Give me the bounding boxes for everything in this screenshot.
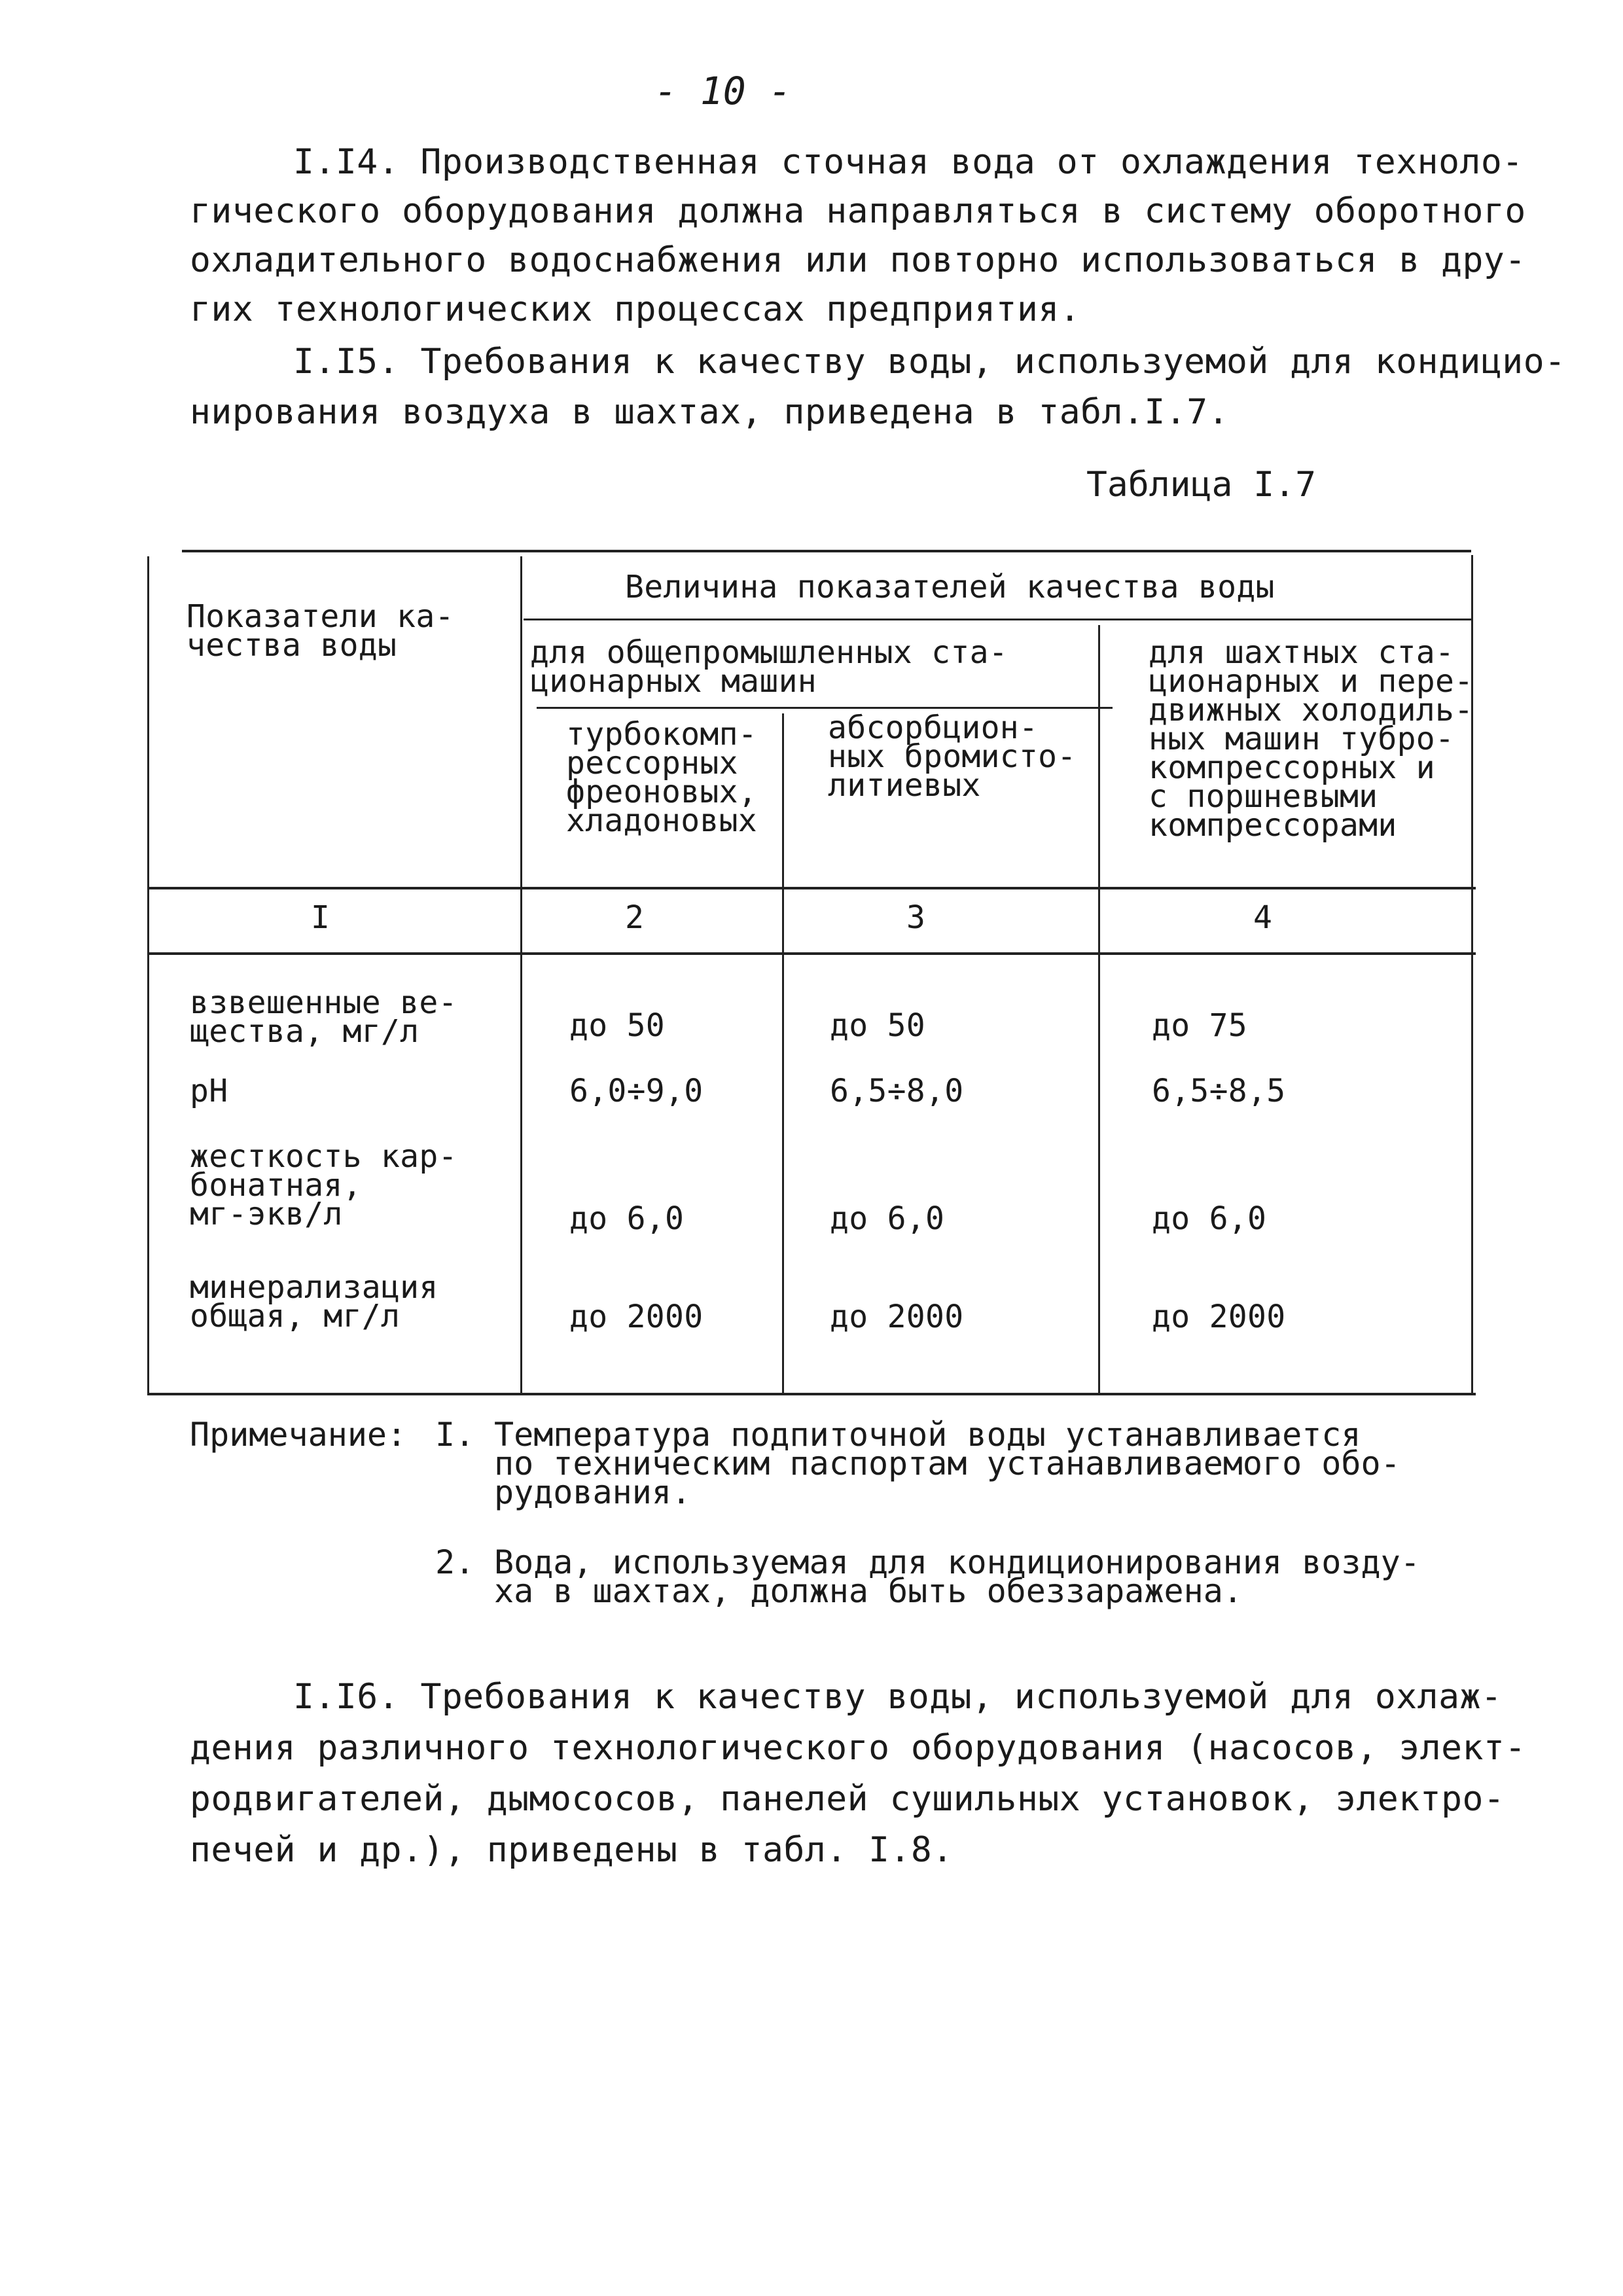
- header-absorb: абсорбцион- ных бромисто- литиевых: [828, 709, 1077, 804]
- row-value-col4: до 75: [1152, 1007, 1247, 1044]
- para-line: гического оборудования должна направляться в систему оборотного: [190, 191, 1526, 231]
- row-value-col3: до 2000: [830, 1299, 964, 1335]
- header-values-span: Величина показателей качества воды: [625, 569, 1275, 605]
- row-label: pH: [190, 1073, 228, 1109]
- row-value-col2: до 6,0: [569, 1200, 685, 1237]
- para-line: I.I5. Требования к качеству воды, используемой для кондицио-: [293, 342, 1566, 382]
- page-number: - 10 -: [654, 69, 792, 113]
- note-item-1-number: I.: [435, 1416, 475, 1454]
- para-line: нирования воздуха в шахтах, приведена в табл.I.7.: [190, 392, 1230, 432]
- row-value-col3: до 6,0: [830, 1200, 945, 1237]
- row-label: минерализация общая, мг/л: [190, 1269, 438, 1335]
- col-number-4: 4: [1253, 899, 1273, 936]
- numbers-bottom-rule: [147, 952, 1476, 955]
- col-number-1: I: [311, 899, 330, 936]
- span-header-rule: [524, 619, 1471, 620]
- row-value-col4: 6,5÷8,5: [1152, 1073, 1286, 1109]
- row-value-col3: до 50: [830, 1007, 925, 1044]
- note-item-2-number: 2.: [435, 1543, 475, 1581]
- col1-divider: [520, 556, 522, 1393]
- table-bottom-rule: [147, 1393, 1476, 1395]
- row-value-col3: 6,5÷8,0: [830, 1073, 964, 1109]
- row-label: жесткость кар- бонатная, мг-экв/л: [190, 1138, 457, 1232]
- table-caption: Таблица I.7: [1086, 465, 1316, 505]
- para-line: печей и др.), приведены в табл. I.8.: [190, 1830, 954, 1870]
- table-top-rule: [182, 550, 1471, 552]
- col-number-2: 2: [625, 899, 645, 936]
- header-mine-group: для шахтных ста- ционарных и пере- движных холодиль- ных машин тубро- компрессорных и с поршневыми компрессорами: [1149, 634, 1474, 844]
- row-label: взвешенные ве- щества, мг/л: [190, 984, 457, 1050]
- para-line: родвигателей, дымососов, панелей сушильных установок, электро-: [190, 1779, 1505, 1819]
- group-header-rule: [537, 707, 1113, 709]
- col3-divider: [1098, 625, 1100, 1394]
- note-label: Примечание:: [190, 1416, 407, 1454]
- row-value-col2: до 50: [569, 1007, 665, 1044]
- row-value-col4: до 2000: [1152, 1299, 1286, 1335]
- para-line: гих технологических процессах предприятия.: [190, 289, 1081, 329]
- header-indicators: Показатели ка- чества воды: [187, 598, 454, 664]
- header-bottom-rule: [147, 887, 1476, 889]
- para-line: охладительного водоснабжения или повторно использоваться в дру-: [190, 240, 1526, 280]
- para-line: дения различного технологического оборудования (насосов, элект-: [190, 1728, 1526, 1768]
- note-item-1-text: Температура подпиточной воды устанавливается по техническим паспортам устанавливаемого обо- рудования.: [494, 1416, 1400, 1511]
- left-border: [147, 556, 149, 1395]
- col2-divider: [782, 713, 784, 1394]
- para-line: I.I4. Производственная сточная вода от охлаждения техноло-: [293, 142, 1524, 182]
- col-number-3: 3: [906, 899, 926, 936]
- header-turbo: турбокомп- рессорных фреоновых, хладоновых: [566, 716, 757, 839]
- para-line: I.I6. Требования к качеству воды, используемой для охлаж-: [293, 1677, 1503, 1717]
- row-value-col4: до 6,0: [1152, 1200, 1267, 1237]
- row-value-col2: до 2000: [569, 1299, 704, 1335]
- note-item-2-text: Вода, используемая для кондиционирования возду- ха в шахтах, должна быть обеззаражена.: [494, 1543, 1420, 1610]
- row-value-col2: 6,0÷9,0: [569, 1073, 704, 1109]
- header-industrial-group: для общепромышленных ста- ционарных машин: [530, 634, 1008, 700]
